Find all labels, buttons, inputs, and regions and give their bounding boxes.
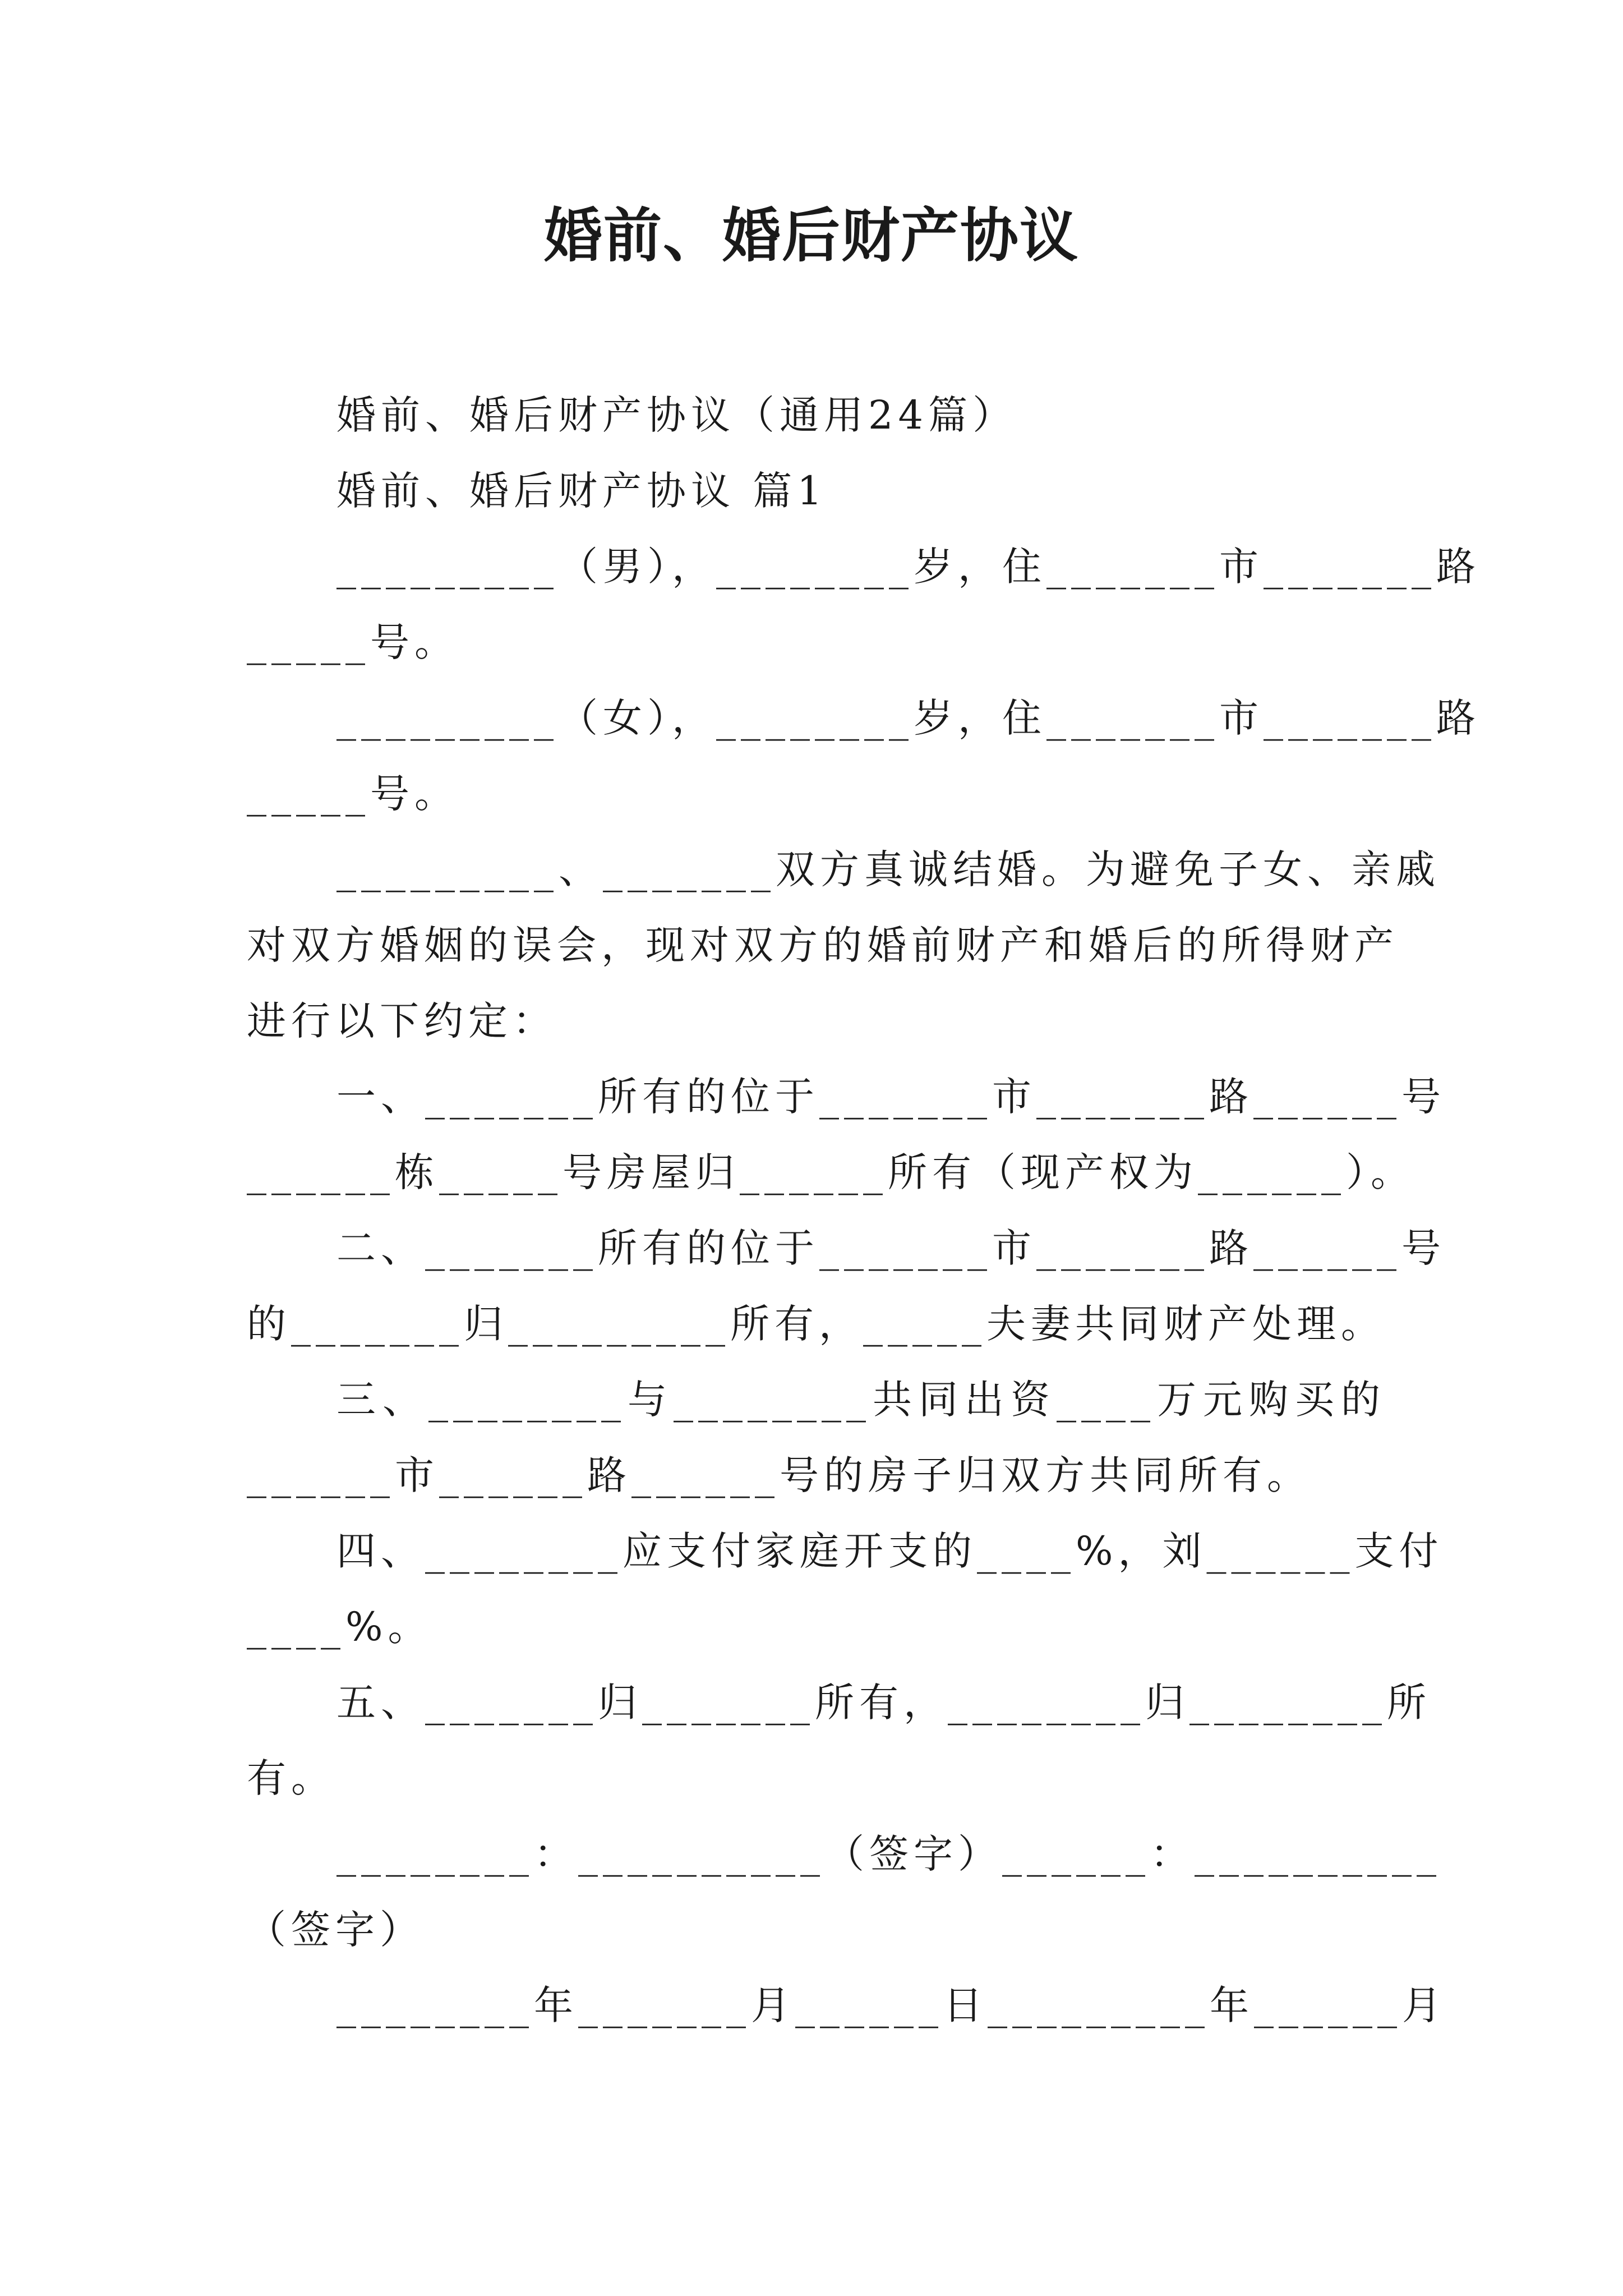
doc-paragraph-line: _________（女），________岁，住_______市_______路: [336, 695, 1481, 741]
doc-clause-line: 一、_______所有的位于_______市_______路______号: [336, 1074, 1446, 1120]
doc-paragraph-line: _________、_______双方真诚结婚。为避免子女、亲戚: [336, 846, 1440, 892]
doc-paragraph-line: 对双方婚姻的误会，现对双方的婚前财产和婚后的所得财产: [247, 922, 1399, 968]
doc-clause-line: ______市______路______号的房子归双方共同所有。: [247, 1452, 1311, 1498]
doc-signature-line: ________：__________（签字）______：__________: [336, 1831, 1441, 1877]
document-title: 婚前、婚后财产协议: [543, 201, 1079, 270]
doc-clause-line: 五、_______归_______所有，________归________所: [336, 1680, 1431, 1726]
doc-paragraph-line: _____号。: [247, 771, 459, 817]
doc-clause-line: ______栋_____号房屋归______所有（现产权为______）。: [247, 1149, 1415, 1195]
doc-signature-line: （签字）: [247, 1907, 424, 1953]
doc-paragraph-line: _________（男），________岁，住_______市_______路: [336, 544, 1481, 590]
doc-paragraph-line: _____号。: [247, 619, 459, 665]
doc-date-line: ________年_______月______日_________年______月: [336, 1982, 1446, 2028]
doc-section-heading: 婚前、婚后财产协议 篇1: [336, 468, 827, 514]
doc-clause-line: 四、________应支付家庭开支的____%，刘______支付: [336, 1528, 1444, 1574]
doc-clause-line: 二、_______所有的位于_______市_______路______号: [336, 1225, 1446, 1271]
doc-paragraph-line: 进行以下约定：: [247, 998, 557, 1044]
doc-clause-line: ____%。: [247, 1604, 432, 1650]
doc-clause-line: 的_______归_________所有，_____夫妻共同财产处理。: [247, 1301, 1385, 1347]
doc-clause-line: 有。: [247, 1755, 335, 1801]
doc-subtitle: 婚前、婚后财产协议（通用24篇）: [336, 392, 1017, 438]
doc-clause-line: 三、________与________共同出资____万元购买的: [336, 1377, 1385, 1423]
